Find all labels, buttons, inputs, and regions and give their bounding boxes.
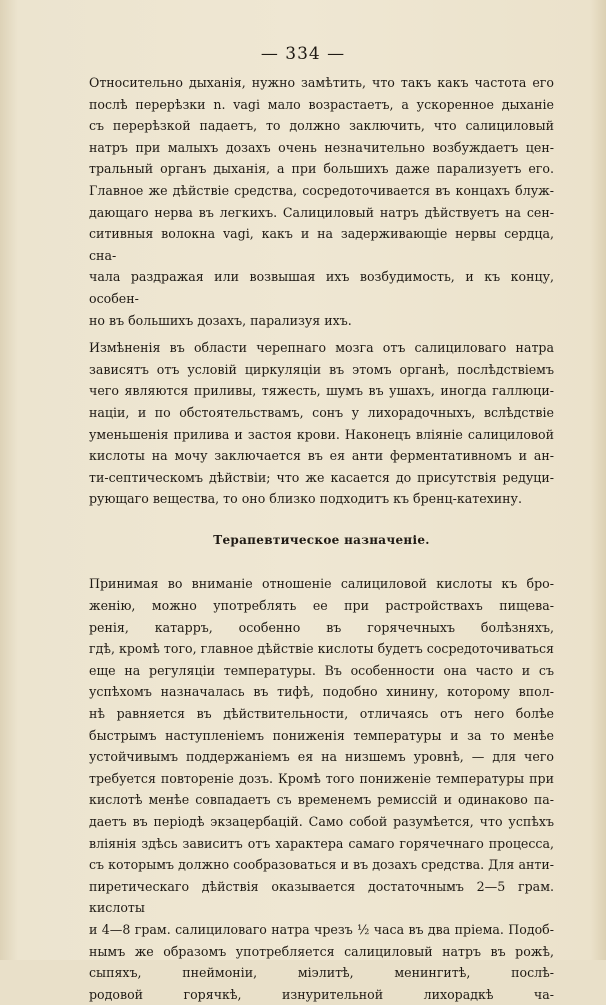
text-line: чего являются приливы, тяжесть, шумъ въ ушахъ, иногда галлюци- (89, 383, 554, 399)
text-line: женію, можно употреблять ее при растройствахъ пищева- (89, 598, 554, 614)
text-line: натръ при малыхъ дозахъ очень незначительно возбуждаетъ цен- (89, 139, 554, 155)
text-line: Относительно дыханія, нужно замѣтить, что такъ какъ частота его (89, 75, 554, 90)
paragraph-3 (89, 573, 554, 1005)
section-heading: Терапевтическое назначеніе. (213, 532, 430, 547)
text-line: дающаго нерва въ легкихъ. Салициловый натръ дѣйствуетъ на сен- (89, 204, 554, 220)
text-line: требуется повтореніе дозъ. Кромѣ того пониженіе температуры при (89, 770, 554, 786)
text-line: послѣ перерѣзки n. vagi мало возрастаетъ, а ускоренное дыханіе (89, 96, 554, 112)
text-line: устойчивымъ поддержаніемъ ея на низшемъ уровнѣ, — для чего (89, 749, 554, 765)
text-line: кислоты на мочу заключается въ ея анти ферментативномъ и ан- (89, 448, 554, 464)
page-number: — 334 — (260, 44, 346, 64)
text-line: даетъ въ періодѣ экзацербацій. Само собой разумѣется, что успѣхъ (89, 814, 554, 829)
text-line: уменьшенія прилива и застоя крови. Наконецъ вліяніе салициловой (89, 426, 554, 442)
text-line: нымъ же образомъ употребляется салициловый натръ въ рожѣ, (89, 943, 554, 959)
text-line: гдѣ, кромѣ того, главное дѣйствіе кислоты будетъ сосредоточиваться (89, 641, 554, 657)
text-line: зависятъ отъ условій циркуляціи въ этомъ органѣ, послѣдствіемъ (89, 361, 554, 377)
text-line: чала раздражая или возвышая ихъ возбудимость, и къ концу, особен- (89, 269, 554, 306)
text-line: Принимая во вниманіе отношеніе салициловой кислоты къ бро- (89, 576, 554, 592)
text-line: рующаго вещества, то оно близко подходитъ къ бренц-катехину. (89, 491, 522, 507)
text-line: родовой горячкѣ, изнурительной лихорадкѣ ча- (89, 986, 554, 1002)
text-line: кислотѣ менѣе совпадаетъ съ временемъ ремиссій и одинаково па- (89, 792, 554, 808)
paragraph-2 (89, 337, 554, 510)
text-line: пиретическаго дѣйствія оказывается достаточнымъ 2—5 грам. кислоты (89, 878, 554, 916)
body-text (89, 72, 554, 1005)
text-line: съ которымъ должно сообразоваться и въ дозахъ средства. Для анти- (89, 857, 554, 873)
paragraph-1 (89, 72, 554, 331)
text-line: успѣхомъ назначалась въ тифѣ, подобно хинину, которому впол- (89, 684, 554, 700)
text-line: вліянія здѣсь зависитъ отъ характера самаго горячечнаго процесса, (89, 835, 554, 851)
text-line: нѣ равняется въ дѣйствительности, отличаясь отъ него болѣе (89, 706, 554, 722)
text-line: тральный органъ дыханія, а при большихъ даже парализуетъ его. (89, 161, 554, 177)
text-line: націи, и по обстоятельствамъ, сонъ у лихорадочныхъ, вслѣдствіе (89, 404, 554, 420)
text-line: Главное же дѣйствіе средства, сосредоточивается въ концахъ блуж- (89, 182, 554, 198)
text-line: и 4—8 грам. салициловаго натра чрезъ ½ часа въ два пріема. Подоб- (89, 921, 554, 937)
text-line: быстрымъ наступленіемъ пониженія температуры и за то менѣе (89, 727, 554, 743)
text-line: ренія, катарръ, особенно въ горячечныхъ болѣзняхъ, (89, 619, 554, 635)
text-line: еще на регуляціи температуры. Въ особенности она часто и съ (89, 662, 554, 678)
text-line: ситивныя волокна vagi, какъ и на задерживающіе нервы сердца, сна- (89, 226, 554, 263)
text-line: ти-септическомъ дѣйствіи; что же касается до присутствія редуци- (89, 469, 554, 485)
text-line: Измѣненія въ области черепнаго мозга отъ салициловаго натра (89, 340, 554, 356)
text-line: сыпяхъ, пнеймоніи, міэлитѣ, менингитѣ, послѣ- (89, 965, 554, 981)
text-line: но въ большихъ дозахъ, парализуя ихъ. (89, 312, 352, 328)
text-line: съ перерѣзкой падаетъ, то должно заключить, что салициловый (89, 118, 554, 134)
